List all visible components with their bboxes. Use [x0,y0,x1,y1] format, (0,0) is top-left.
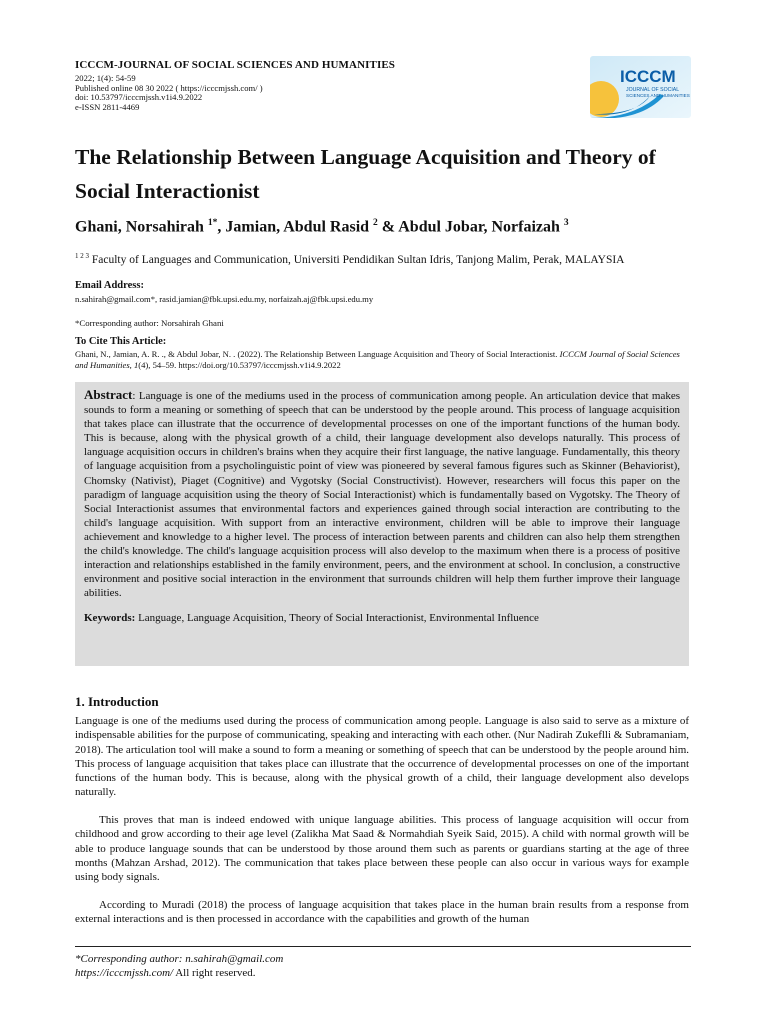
email-list: n.sahirah@gmail.com*, rasid.jamian@fbk.upsi.edu.my, norfaizah.aj@fbk.upsi.edu.my [75,294,374,304]
author-3: Abdul Jobar, Norfaizah [398,218,560,236]
publication-meta [75,74,263,112]
logo-mark: ICCCM [620,67,676,86]
meta-issn: e-ISSN 2811-4469 [75,101,140,112]
abstract-label: Abstract [84,387,133,402]
abstract-text: : Language is one of the mediums used in the process of communication among people. An articulation device that makes sounds to form a meaning or something of speech that can be understood by the people around. This process of language acquisition that takes place can illustrate that the occurrence of developmental processes on one of the important functions of the human body. This is because, along with the physical growth of a child, their language development also develops naturally. This process of language acquisition occurs in children's brains when they acquire their first language, the native language. Fundamentally, this theory of language acquisition from a psycholinguistic point of view was pioneered by several famous figures such as Skinner (Behaviorist), Chomsky (Nativist), Piaget (Cognitive) and Vygotsky (Social Constructivist). However, researchers will focus this paper on the paradigm of language acquisition using the theory of Social Interactionist) which is fundamentally based on Vygotsky. The Theory of Social Interactionist assumes that environmental factors and experiences gained through social interaction are contributing to the child's language acquisition. With support from an interactive environment, children will be able to improve their language achievement and knowledge to a higher level. The process of interaction between parents and children can also help them strengthen the child's knowledge. The child's language acquisition process will also develop to the maximum when there is a process of positive interaction and relationships established in the family environment, peers, and the environment at school. In conclusion, a constructive environment and positive social interaction in the environment that surrounds children will help them further improve their language abilities. [84,390,680,600]
article-title: The Relationship Between Language Acquisition and Theory of Social Interactionist [75,145,656,203]
journal-name: ICCCM-JOURNAL OF SOCIAL SCIENCES AND HUMANITIES [75,59,395,71]
citation-journal: ICCCM Journal of Social Sciences and Humanities [75,349,680,370]
affiliation-text: Faculty of Languages and Communication, Universiti Pendidikan Sultan Idris, Tanjong Malim, Perak, MALAYSIA [91,253,625,266]
corresponding-author: *Corresponding author: Norsahirah Ghani [75,318,224,328]
author-2: Jamian, Abdul Rasid [225,218,370,236]
body-paragraph-1: Language is one of the mediums used during the process of communication among people. Language is also said to serve as a mixture of indispensable abilities for the purpose of communicating, speaking and interacting with each other. (Nur Nadirah Zukeflli & Subramaniam, 2018). The articulation tool will make a sound to form a meaning or something of speech that can be understood by the people around him. This process of language acquisition that takes place can illustrate that the occurrence of developmental processes on one of the important functions of the human body. This is because, along with the physical growth of a child, their language development also develops naturally. [75,715,689,799]
logo-sub-2: SCIENCES AND HUMANITIES [626,93,690,98]
footer-url[interactable]: https://icccmjssh.com/ [75,967,174,979]
author-1-sup: 1* [207,218,218,228]
abstract [84,388,680,600]
affiliation-sup: 1 2 3 [75,252,89,260]
citation-sep: , [129,360,134,370]
meta-doi: doi: 10.53797/icccmjssh.v1i4.9.2022 [75,92,203,102]
footer-rights: All right reserved. [173,967,256,979]
footer [75,952,283,980]
affiliation [75,252,624,266]
email-heading: Email Address: [75,280,144,291]
cite-heading: To Cite This Article: [75,336,167,347]
citation-doi[interactable]: (4), 54–59. https://doi.org/10.53797/icccmjssh.v1i4.9.2022 [138,360,341,370]
meta-volume: 2022; 1(4): 54-59 [75,73,136,83]
author-line [75,218,569,236]
citation-volume: 1 [133,360,139,370]
author-2-sup: 2 [373,218,378,228]
citation [75,349,693,371]
author-3-sup: 3 [563,218,569,228]
footer-corresponding: *Corresponding author: n.sahirah@gmail.com [75,953,284,965]
meta-published: Published online 08 30 2022 ( https://icccmjssh.com/ ) [75,82,263,93]
journal-logo [590,56,691,118]
abstract-box [75,382,689,666]
author-1: Ghani, Norsahirah [75,218,204,236]
body-paragraph-2: This proves that man is indeed endowed with unique language abilities. This process of language acquisition will occur from childhood and grow according to their age level (Zalikha Mat Saad & Normahdiah Syeik Said, 2015). A child with normal growth will be able to produce language sounds that can be understood by those around them such as parents or guardians starting at the age of three months (Mahzan Arshad, 2012). The communication that takes place between these people can also occur in various ways for example using body signals. [75,814,689,884]
body-paragraph-3: According to Muradi (2018) the process of language acquisition that takes place in the human brain results from a response from external interactions and is then processed in accordance with the capabilities and growth of the human [75,899,689,926]
author-separator: , [217,218,226,236]
citation-text: Ghani, N., Jamian, A. R. ., & Abdul Jobar, N. . (2022). The Relationship Between Language Acquisition and Theory of Social Interactionist. [75,349,560,359]
keywords-label: Keywords: [84,612,136,625]
footer-rule [75,946,691,947]
keywords-text: Language, Language Acquisition, Theory of Social Interactionist, Environmental Influence [135,612,539,625]
keywords [84,612,680,624]
logo-sub-1: JOURNAL OF SOCIAL [626,87,680,93]
section-heading-introduction: 1. Introduction [75,694,159,709]
author-separator: & [377,218,399,236]
